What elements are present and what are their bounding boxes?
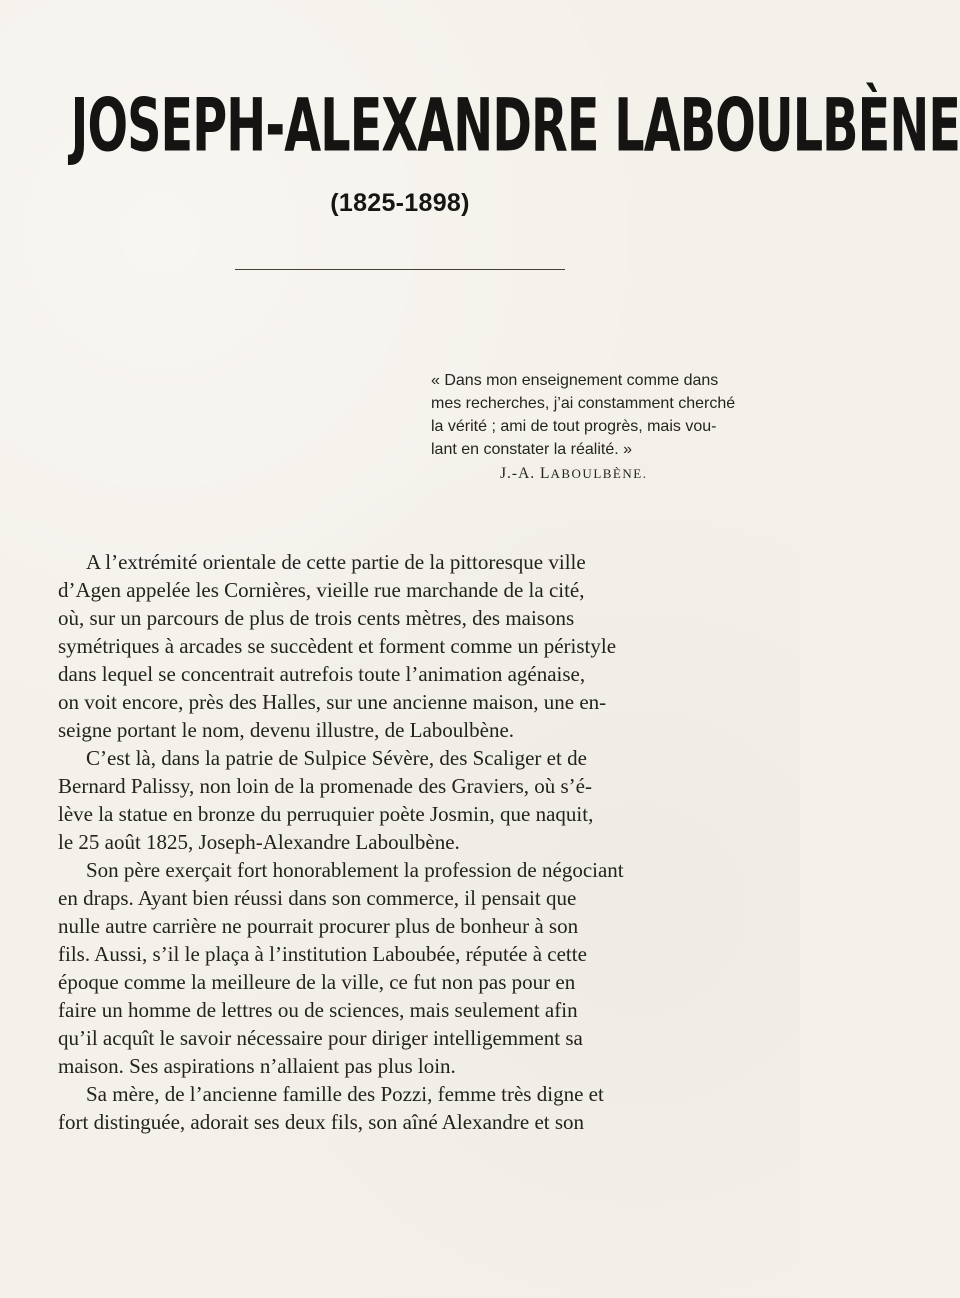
epigraph-quote [431,369,771,485]
body-line: dans lequel se concentrait autrefois toute l’animation agénaise, [58,662,586,686]
section-divider [235,269,565,270]
body-line: Son père exerçait fort honorablement la profession de négociant [86,858,624,882]
epigraph-line: « Dans mon enseignement comme dans [431,372,719,389]
body-line: seigne portant le nom, devenu illustre, de Laboulbène. [58,718,515,742]
body-line: Sa mère, de l’ancienne famille des Pozzi, femme très digne et [86,1082,604,1106]
life-dates: (1825-1898) [330,189,470,217]
body-line: époque comme la meilleure de la ville, ce fut non pas pour en [58,970,576,994]
epigraph-line: lant en constater la réalité. » [431,441,633,458]
body-line: faire un homme de lettres ou de sciences, mais seulement afin [58,998,578,1022]
biography-text [58,548,758,1136]
body-line: en draps. Ayant bien réussi dans son commerce, il pensait que [58,886,577,910]
body-line: on voit encore, près des Halles, sur une ancienne maison, une en- [58,690,607,714]
signature-prefix: J.-A. L [500,465,551,482]
body-line: symétriques à arcades se succèdent et forment comme un péristyle [58,634,617,658]
body-line: qu’il acquît le savoir nécessaire pour diriger intelligemment sa [58,1026,583,1050]
body-line: C’est là, dans la patrie de Sulpice Sévère, des Scaliger et de [86,746,587,770]
body-line: d’Agen appelée les Cornières, vieille rue marchande de la cité, [58,578,585,602]
body-line: fils. Aussi, s’il le plaça à l’institution Laboubée, réputée à cette [58,942,587,966]
epigraph-line: mes recherches, j’ai constamment cherché [431,395,736,412]
body-line: nulle autre carrière ne pourrait procurer plus de bonheur à son [58,914,579,938]
body-line: le 25 août 1825, Joseph-Alexandre Laboulbène. [58,830,460,854]
body-line: A l’extrémité orientale de cette partie de la pittoresque ville [86,550,586,574]
body-line: lève la statue en bronze du perruquier poète Josmin, que naquit, [58,802,594,826]
body-line: où, sur un parcours de plus de trois cents mètres, des maisons [58,606,575,630]
epigraph-line: la vérité ; ami de tout progrès, mais vou- [431,418,717,435]
signature-small-caps: ABOULBÈNE. [550,466,648,481]
body-line: fort distinguée, adorait ses deux fils, son aîné Alexandre et son [58,1110,585,1134]
epigraph-signature [431,462,771,485]
page-title: JOSEPH-ALEXANDRE LABOULBÈNE [70,84,960,169]
body-line: Bernard Palissy, non loin de la promenade des Graviers, où s’é- [58,774,592,798]
body-line: maison. Ses aspirations n’allaient pas plus loin. [58,1054,456,1078]
